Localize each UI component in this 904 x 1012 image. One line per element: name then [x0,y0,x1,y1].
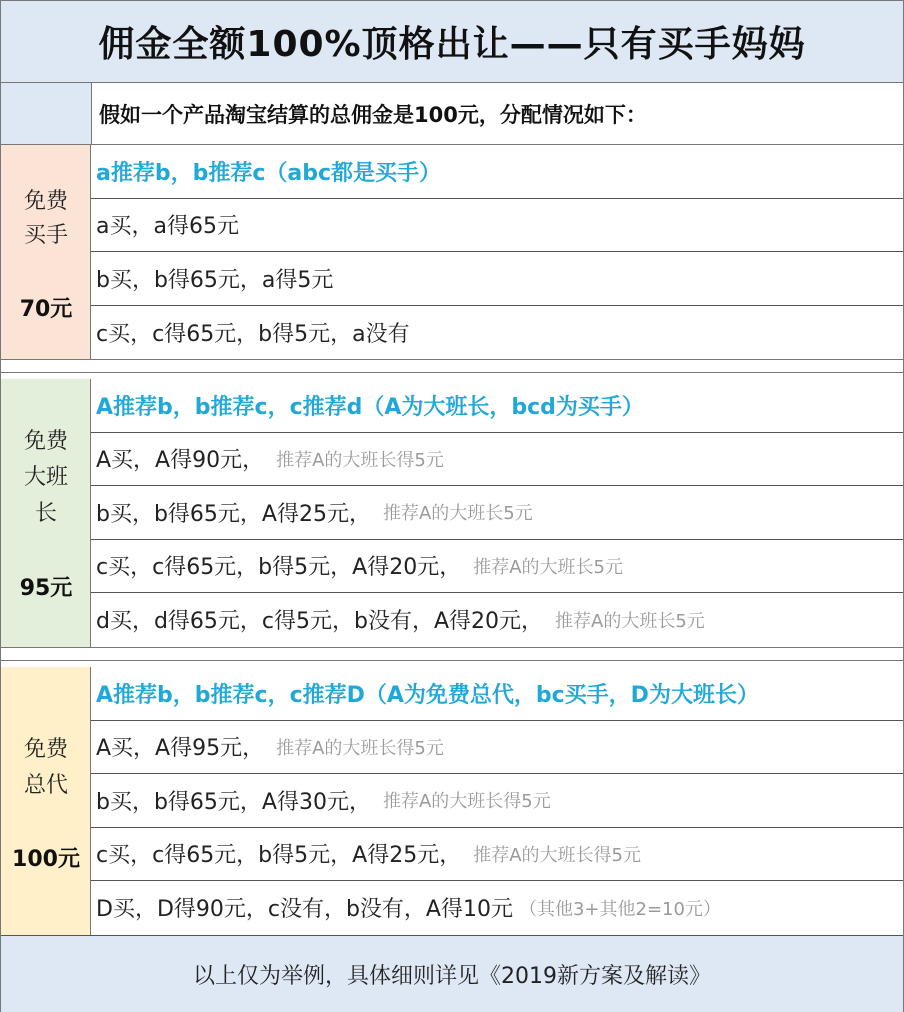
table-row [91,486,903,540]
row-text: a买，a得65元 [96,214,239,240]
table-row [91,881,903,935]
row-note: （其他3+其他2=10元） [518,898,721,920]
section-buyer [1,145,903,359]
row-text: c买，c得65元，b得5元，A得20元， [96,555,462,581]
table-row [91,774,903,828]
row-text: b买，b得65元，A得30元， [96,789,371,815]
row-text: c买，c得65元，b得5元，A得25元， [96,843,462,869]
section-general-agent-header: A推荐b，b推荐c，c推荐D（A为免费总代，bc买手，D为大班长） [91,667,903,721]
section-buyer-label-2: 买手 [23,223,68,248]
table-row [91,252,903,306]
section-divider [1,647,903,661]
intro-row [1,83,903,145]
row-text: b买，b得65元，a得5元 [96,267,334,293]
table-row [91,721,903,775]
table-row [91,828,903,882]
row-text: D买，D得90元，c没有，b没有，A得10元 [96,897,513,923]
row-note: 推荐A的大班长得5元 [473,844,641,866]
row-note: 推荐A的大班长得5元 [276,737,444,759]
row-text: c买，c得65元，b得5元，a没有 [96,321,410,347]
section-divider [1,359,903,373]
row-text: A买，A得95元， [96,736,265,762]
section-buyer-label-1: 免费 [23,189,68,214]
section-buyer-lines [91,145,903,359]
section-general-agent-side [1,667,91,935]
section-buyer-price: 70元 [19,297,73,322]
section-general-agent-price: 100元 [12,847,80,872]
section-class-leader-label-2: 大班 [23,465,68,490]
section-general-agent [1,667,903,935]
section-general-agent-label-1: 免费 [23,737,68,762]
row-text: A买，A得90元， [96,448,265,474]
section-class-leader-price: 95元 [19,576,73,601]
row-note: 推荐A的大班长得5元 [276,449,444,471]
footer-note: 以上仅为举例，具体细则详见《2019新方案及解读》 [1,935,903,1012]
section-class-leader-label-3: 长 [34,501,57,526]
intro-side-cell [1,83,92,144]
table-row [91,593,903,647]
section-buyer-side [1,145,91,359]
section-class-leader [1,379,903,647]
section-class-leader-lines [91,379,903,647]
intro-text: 假如一个产品淘宝结算的总佣金是100元，分配情况如下： [99,102,647,127]
section-general-agent-lines [91,667,903,935]
row-note: 推荐A的大班长5元 [473,556,623,578]
section-class-leader-side [1,379,91,647]
table-row [91,433,903,487]
table-row [91,540,903,594]
page-title: 佣金全额100%顶格出让——只有买手妈妈 [1,1,903,83]
row-note: 推荐A的大班长得5元 [382,791,551,813]
row-note: 推荐A的大班长5元 [555,610,705,632]
row-note: 推荐A的大班长5元 [382,503,533,525]
table-row [91,199,903,253]
section-class-leader-label-1: 免费 [23,429,68,454]
row-text: b买，b得65元，A得25元， [96,501,371,527]
section-class-leader-header: A推荐b，b推荐c，c推荐d（A为大班长，bcd为买手） [91,379,903,433]
table-row [91,306,903,360]
section-buyer-header: a推荐b，b推荐c（abc都是买手） [91,145,903,199]
section-general-agent-label-2: 总代 [23,773,68,798]
row-text: d买，d得65元，c得5元，b没有，A得20元， [96,609,544,635]
